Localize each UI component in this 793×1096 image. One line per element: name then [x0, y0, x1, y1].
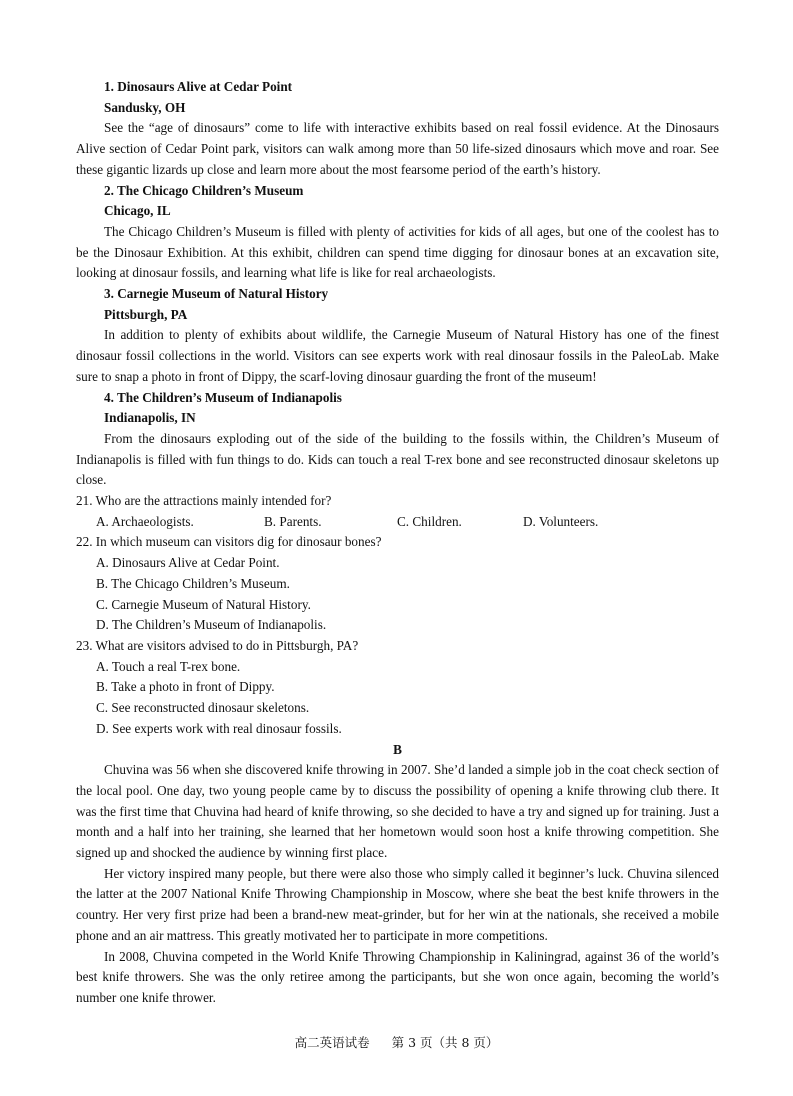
- page-footer: [0, 1033, 793, 1051]
- option-c: C. Children.: [397, 513, 462, 529]
- attraction-3: [76, 284, 719, 388]
- attraction-title: 2. The Chicago Children’s Museum: [104, 182, 304, 198]
- question-options: [76, 512, 719, 533]
- passage-b-paragraph: Her victory inspired many people, but there were also those who simply called it beginner’s luck. Chuvina silenced the latter at the 2007 National Knife Throwing Championship in Moscow, where she beat the best knife throwers in the country. Her very first prize had been a brand-new meat-grinder, but for her win at the nationals, she received a mobile phone and an air mattress. This greatly motivated her to participate in more competitions.: [76, 865, 719, 943]
- option-c: C. Carnegie Museum of Natural History.: [96, 596, 311, 612]
- option-d: D. Volunteers.: [523, 513, 599, 529]
- option-b: B. Parents.: [264, 513, 322, 529]
- question-23: [76, 636, 719, 740]
- option-d: D. The Children’s Museum of Indianapolis.: [96, 617, 327, 633]
- attraction-text: In addition to plenty of exhibits about wildlife, the Carnegie Museum of Natural History has one of the finest dinosaur fossil collections in the world. Visitors can see experts work with real dinosaur fossils in the PaleoLab. Make sure to snap a photo in front of Dippy, the scarf-loving dinosaur guarding the front of the museum!: [76, 327, 719, 384]
- attraction-text: See the “age of dinosaurs” come to life with interactive exhibits based on real fossil evidence. At the Dinosaurs Alive section of Cedar Point park, visitors can walk among more than 50 life-sized dinosaurs which move and roar. See these gigantic lizards up close and learn more about the most fearsome period of the earth’s history.: [76, 120, 719, 177]
- section-label: B: [393, 741, 402, 757]
- question-stem: 21. Who are the attractions mainly intended for?: [76, 493, 332, 509]
- attraction-text: From the dinosaurs exploding out of the side of the building to the fossils within, the Children’s Museum of Indianapolis is filled with fun things to do. Kids can touch a real T-rex bone and see reconstructed dinosaur skeletons up close.: [76, 430, 719, 488]
- option-a: A. Dinosaurs Alive at Cedar Point.: [96, 555, 280, 571]
- option-c: C. See reconstructed dinosaur skeletons.: [96, 700, 310, 716]
- passage-b-paragraph: Chuvina was 56 when she discovered knife throwing in 2007. She’d landed a simple job in the coat check section of the local pool. One day, two young people came by to discuss the possibility of opening a knife throwing club there. It was the first time that Chuvina had heard of knife throwing, so she decided to have a try and signed up for training. Just a month and a half into her training, she learned that her hometown would soon host a knife throwing competition. She signed up and shocked the audience by winning first place.: [76, 762, 719, 861]
- question-stem: 22. In which museum can visitors dig for dinosaur bones?: [76, 534, 382, 550]
- page-number: 第 3 页（共 8 页）: [391, 1035, 499, 1050]
- exam-page: [76, 77, 719, 1009]
- question-21: [76, 491, 719, 532]
- question-stem: 23. What are visitors advised to do in Pittsburgh, PA?: [76, 637, 359, 653]
- option-a: A. Archaeologists.: [96, 513, 194, 529]
- exam-title: 高二英语试卷: [294, 1035, 370, 1050]
- attraction-4: [76, 388, 719, 492]
- passage-b-paragraph: In 2008, Chuvina competed in the World Knife Throwing Championship in Kaliningrad, against 36 of the world’s best knife throwers. She was the only retiree among the participants, but she won once again, becoming the world’s number one knife thrower.: [76, 948, 719, 1005]
- attraction-text: The Chicago Children’s Museum is filled with plenty of activities for kids of all ages, but one of the coolest has to be the Dinosaur Exhibition. At this exhibit, children can spend time digging for dinosaur bones at an excavation site, looking at dinosaur fossils, and learning what life is like for real archaeologists.: [76, 223, 719, 281]
- attraction-1: [76, 77, 719, 181]
- attraction-title: 1. Dinosaurs Alive at Cedar Point: [104, 79, 293, 94]
- attraction-2: [76, 181, 719, 285]
- attraction-location: Chicago, IL: [104, 203, 171, 219]
- attraction-location: Sandusky, OH: [104, 99, 186, 115]
- option-b: B. The Chicago Children’s Museum.: [96, 575, 290, 591]
- option-b: B. Take a photo in front of Dippy.: [96, 679, 275, 695]
- attraction-title: 3. Carnegie Museum of Natural History: [104, 286, 329, 302]
- attraction-title: 4. The Children’s Museum of Indianapolis: [104, 389, 342, 405]
- question-22: [76, 532, 719, 636]
- option-d: D. See experts work with real dinosaur fossils.: [96, 720, 342, 736]
- option-a: A. Touch a real T-rex bone.: [96, 658, 241, 674]
- attraction-location: Pittsburgh, PA: [104, 306, 188, 322]
- attraction-location: Indianapolis, IN: [104, 410, 196, 426]
